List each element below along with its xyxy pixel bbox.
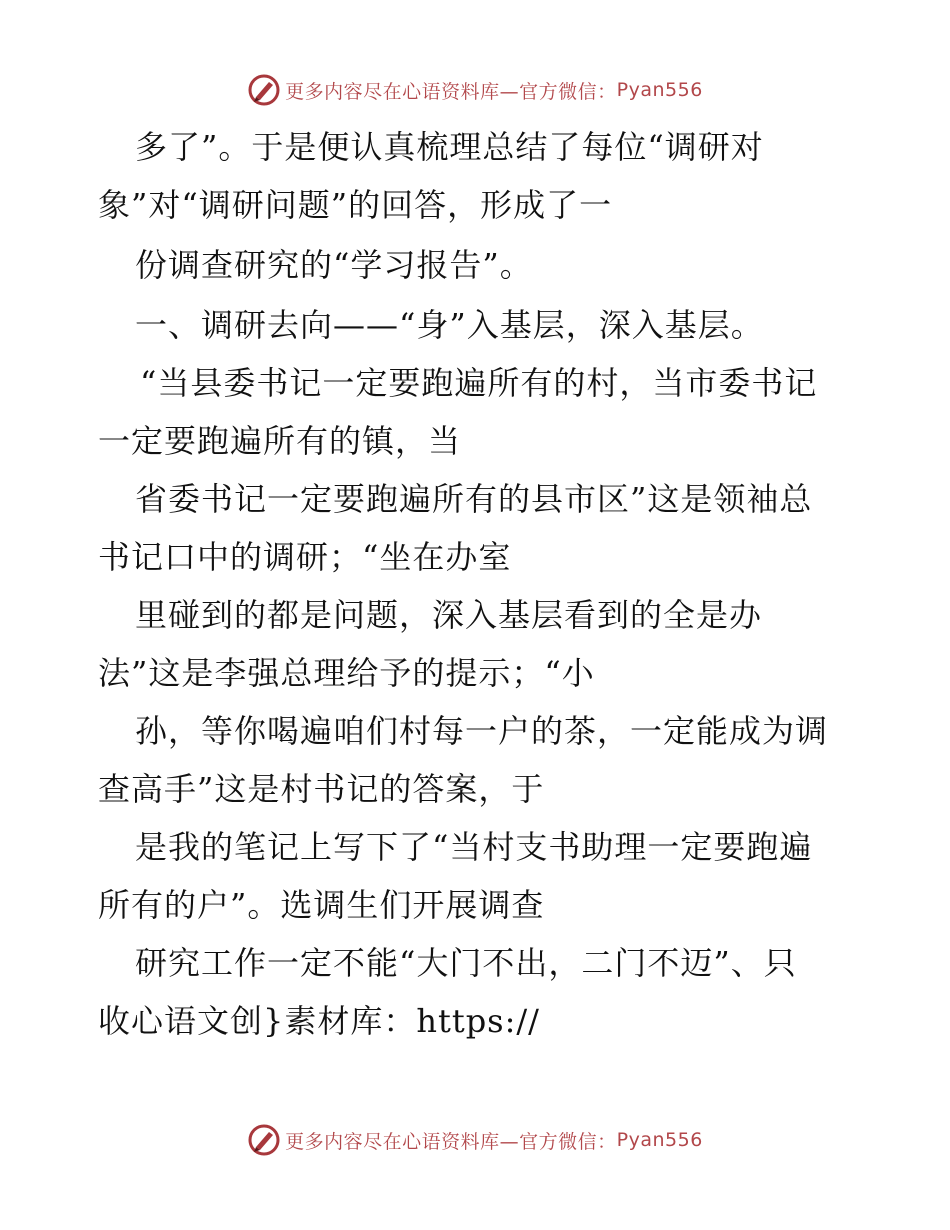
text-line-12: 查高手”这是村书记的答案，于: [98, 770, 545, 808]
logo-icon: [247, 1123, 281, 1157]
text-line-16: 收心语文创}素材库：https://: [98, 1002, 540, 1040]
logo-icon: [247, 73, 281, 107]
text-line-7: 省委书记一定要跑遍所有的县市区”这是领袖总: [135, 480, 813, 518]
header-banner-wechat: Pyan556: [616, 79, 703, 101]
text-line-13: 是我的笔记上写下了“当村支书助理一定要跑遍: [135, 828, 813, 866]
header-banner-text: 更多内容尽在心语资料库—官方微信：: [285, 80, 617, 103]
text-line-1: 多了”。于是便认真梳理总结了每位“调研对: [135, 128, 764, 166]
text-line-6: 一定要跑遍所有的镇，当: [98, 422, 462, 460]
text-line-15: 研究工作一定不能“大门不出，二门不迈”、只: [135, 944, 797, 982]
text-line-10: 法”这是李强总理给予的提示；“小: [98, 654, 595, 692]
text-line-9: 里碰到的都是问题，深入基层看到的全是办: [135, 596, 763, 634]
footer-banner-text: 更多内容尽在心语资料库—官方微信：: [285, 1130, 617, 1153]
text-line-8: 书记口中的调研；“坐在办室: [98, 538, 512, 576]
text-line-11: 孙，等你喝遍咱们村每一户的茶，一定能成为调: [135, 712, 829, 750]
text-line-14: 所有的户”。选调生们开展调查: [98, 886, 545, 924]
text-line-5: “当县委书记一定要跑遍所有的村，当市委书记: [140, 364, 818, 402]
footer-banner: [0, 1120, 950, 1160]
text-line-3: 份调查研究的“学习报告”。: [135, 246, 533, 284]
footer-banner-wechat: Pyan556: [616, 1129, 703, 1151]
text-line-2: 象”对“调研问题”的回答，形成了一: [98, 186, 613, 224]
header-banner: [0, 70, 950, 110]
text-line-4: 一、调研去向——“身”入基层，深入基层。: [135, 306, 764, 344]
